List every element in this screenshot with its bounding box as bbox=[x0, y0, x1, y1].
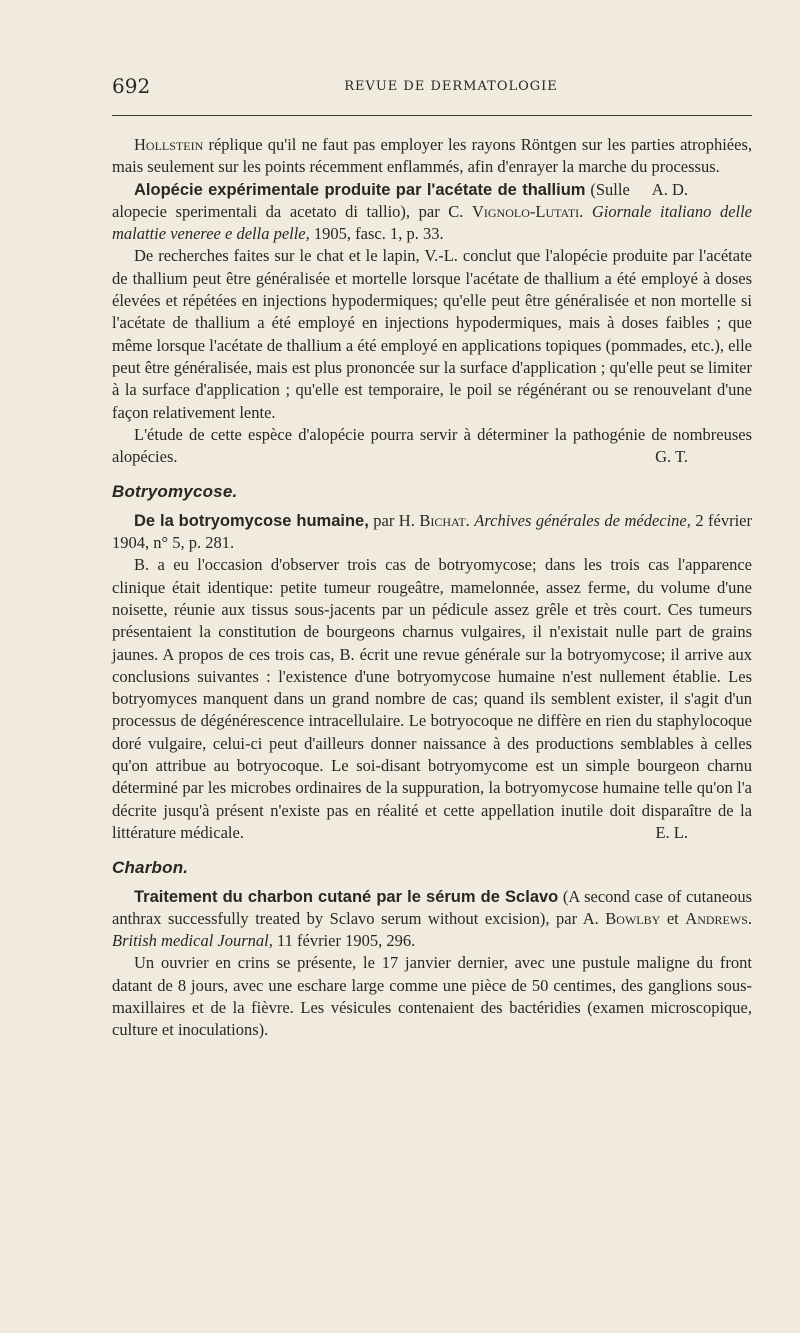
journal-name: Archives générales de médecine, bbox=[474, 510, 691, 530]
article-heading bbox=[112, 886, 752, 953]
article-reference: (Sulle alopecie sperimentali da acetato di tallio), par C. bbox=[112, 179, 630, 221]
running-title: REVUE DE DERMATOLOGIE bbox=[344, 79, 558, 94]
paragraph-text: B. a eu l'occasion d'observer trois cas de botryomycose; dans les trois cas l'apparence clinique était identique: petite tumeur rougeâtre, mamelonnée, assez ferme, du volume d'une noisette, réunie aux tissus sous-jacents par un pédicule assez grêle et très court. Ces tumeurs présentaient la constitution de bourgeons charnus vulgaires, il n'existait nulle part de grains jaunes. A propos de ces trois cas, B. écrit une revue générale sur la botryomycose; il arrive aux conclusions suivantes : l'existence d'une botryomycose humaine n'est nullement établie. Les botryomyces manquent dans un grand nombre de cas; quand ils semblent exister, il s'agit d'un processus de dégénérescence intracellulaire. Le botryocoque ne diffère en rien du staphylocoque doré vulgaire, celui-ci peut d'ailleurs donner naissance à des productions semblables à celles qu'on attribue au botryocoque. Le soi-disant botryomycome est un simple bourgeon charnu déterminé par les microbes ordinaires de la suppuration, la botryomycose humaine telle qu'on l'a décrite jusqu'à présent n'existe pas en réalité et cette appellation inutile doit disparaître de la littérature médicale. bbox=[112, 555, 752, 842]
conjunction: et bbox=[660, 908, 686, 928]
article-reference: par H. bbox=[368, 510, 420, 530]
paragraph-text: L'étude de cette espèce d'alopécie pourra servir à déterminer la pathogénie de nombreuses alopécies. bbox=[112, 424, 752, 467]
signature: G. T. bbox=[655, 447, 688, 467]
author-name: Hollstein bbox=[134, 135, 204, 154]
article-paragraph bbox=[112, 554, 752, 844]
page-number: 692 bbox=[112, 74, 151, 98]
author-name: Andrews. bbox=[685, 908, 752, 928]
author-name: Bichat. bbox=[419, 510, 470, 530]
article-paragraph: De recherches faites sur le chat et le lapin, V.-L. conclut que l'alopécie produite par l'acétate de thallium peut être généralisée et mortelle lorsque l'acétate de thallium a été employé à doses élevées et répétées en injections hypodermiques; qu'elle peut être généralisée et non mortelle si l'acétate de thallium a été employé en injections hypodermiques, mais à doses faibles ; que même lorsque l'acétate de thallium a été employé en applications topiques (pommades, etc.), elle peut être généralisée, mais est plus prononcée sur la surface d'application ; qu'elle peut se limiter à la surface d'application ; qu'elle est temporaire, le poil se régénérant ou se renouvelant d'une façon relativement lente. bbox=[112, 246, 752, 422]
article-reference: (A second case of cutaneous anthrax successfully treated by Sclavo serum without excision), par A. bbox=[112, 886, 752, 928]
article-reference-tail: 11 février 1905, 296. bbox=[272, 931, 416, 951]
article-title: Traitement du charbon cutané par le sérum de Sclavo bbox=[134, 887, 559, 906]
article-reference-tail: 1905, fasc. 1, p. 33. bbox=[309, 224, 444, 244]
signature: E. L. bbox=[655, 822, 688, 842]
paragraph-text: réplique qu'il ne faut pas employer les rayons Röntgen sur les parties atrophiées, mais seulement sur les points récemment enflammés, afin d'enrayer la marche du processus. bbox=[112, 135, 752, 177]
article-paragraph-conclusion bbox=[112, 424, 752, 469]
journal-name: Giornale italiano delle malattie veneree e della pelle, bbox=[112, 201, 753, 244]
article-paragraph: Un ouvrier en crins se présente, le 17 janvier dernier, avec une pustule maligne du front datant de 8 jours, avec une eschare large comme une pièce de 50 centimes, des ganglions sous-maxillaires et de la fièvre. Les vésicules contenaient des bactéridies (examen microscopique, culture et inoculations). bbox=[112, 953, 752, 1040]
article-title: De la botryomycose humaine, bbox=[134, 511, 369, 530]
section-heading: Botryomycose. bbox=[112, 482, 238, 502]
author-name: Bowlby bbox=[605, 908, 661, 928]
article-title: Alopécie expérimentale produite par l'acétate de thallium bbox=[134, 180, 586, 199]
journal-name: British medical Journal, bbox=[112, 931, 273, 951]
signature: A. D. bbox=[651, 179, 688, 199]
header-rule bbox=[112, 115, 752, 116]
page-body bbox=[112, 134, 752, 1042]
article-heading bbox=[112, 510, 752, 555]
page-header bbox=[112, 74, 752, 100]
article-reference-tail: 2 février 1904, n° 5, p. 281. bbox=[112, 510, 753, 553]
section-heading: Charbon. bbox=[112, 858, 189, 878]
author-name: Vignolo-Lutati. bbox=[471, 201, 584, 221]
